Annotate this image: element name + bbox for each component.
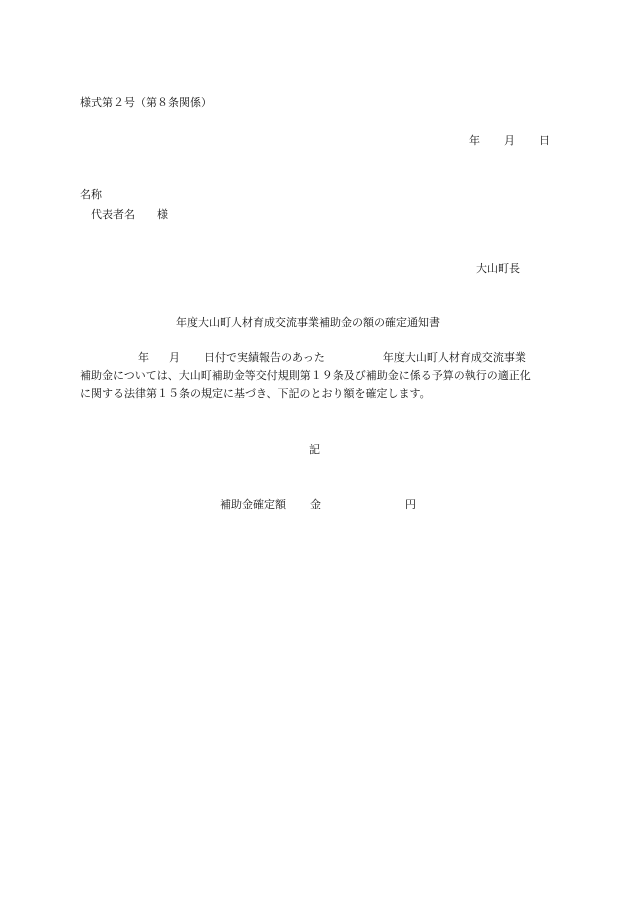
body-line-2: 補助金については、大山町補助金等交付規則第１９条及び補助金に係る予算の執行の適正化 bbox=[80, 369, 531, 382]
document-title: 年度大山町人材育成交流事業補助金の額の確定通知書 bbox=[176, 316, 440, 329]
body-year-label: 年 bbox=[138, 351, 149, 364]
body-line-3: に関する法律第１５条の規定に基づき、下記のとおり額を確定します。 bbox=[80, 387, 431, 400]
date-day-label: 日 bbox=[539, 134, 550, 147]
body-line-1 bbox=[80, 349, 555, 367]
body-month-label: 月 bbox=[169, 351, 180, 364]
addressee-representative bbox=[91, 208, 168, 222]
form-number: 様式第２号（第８条関係） bbox=[80, 96, 212, 109]
date-year-label: 年 bbox=[469, 134, 480, 147]
kin-label: 金 bbox=[310, 498, 321, 511]
representative-label: 代表者名 bbox=[91, 208, 135, 221]
addressee-name-label: 名称 bbox=[80, 188, 102, 201]
amount-label: 補助金確定額 bbox=[220, 498, 286, 511]
confirmed-amount-line bbox=[220, 498, 416, 512]
issue-date bbox=[469, 134, 550, 148]
ki-heading: 記 bbox=[309, 443, 320, 456]
date-month-label: 月 bbox=[504, 134, 515, 147]
yen-label: 円 bbox=[405, 498, 416, 511]
issuer-title: 大山町長 bbox=[476, 262, 520, 275]
body-date-suffix: 日付で実績報告のあった bbox=[204, 351, 325, 364]
body-paragraph bbox=[80, 349, 555, 403]
body-program-name: 年度大山町人材育成交流事業 bbox=[382, 351, 526, 364]
honorific: 様 bbox=[157, 208, 168, 221]
